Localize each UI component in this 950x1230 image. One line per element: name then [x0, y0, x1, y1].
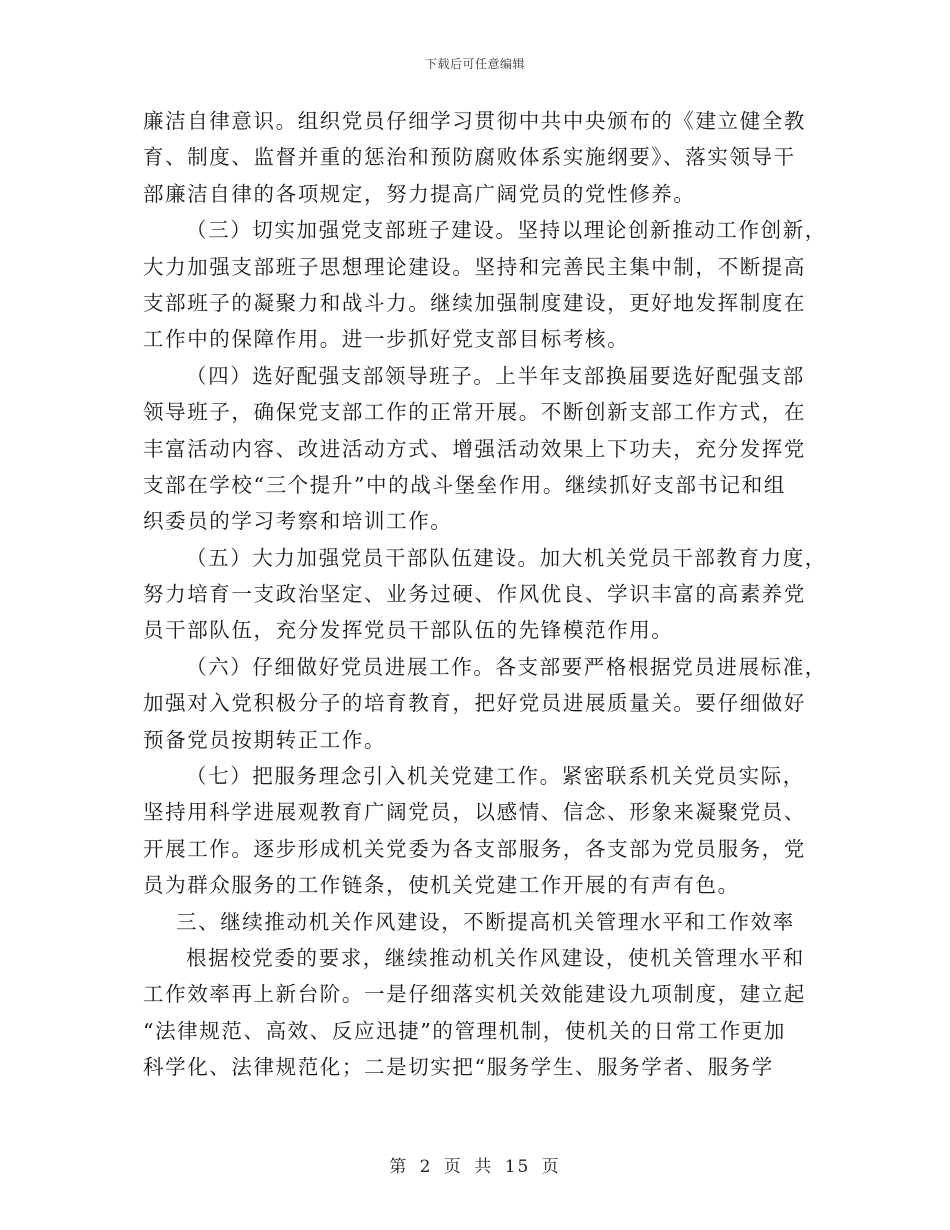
body-line: 支部在学校“三个提升”中的战斗堡垒作用。继续抓好支部书记和组: [143, 472, 786, 497]
body-line: 大力加强支部班子思想理论建设。坚持和完善民主集中制，不断提高: [143, 254, 806, 279]
body-line: （六）仔细做好党员进展工作。各支部要严格根据党员进展标准，: [186, 654, 827, 679]
document-body: [143, 103, 827, 1086]
body-line: 努力培育一支政治坚定、业务过硬、作风优良、学识丰富的高素养党: [143, 582, 806, 607]
body-line: 织委员的学习考察和培训工作。: [143, 509, 453, 534]
body-line: （四）选好配强支部领导班子。上半年支部换届要选好配强支部: [186, 363, 805, 388]
body-line: 员干部队伍，充分发挥党员干部队伍的先锋模范作用。: [143, 618, 674, 643]
body-line: 支部班子的凝聚力和战斗力。继续加强制度建设，更好地发挥制度在: [143, 290, 806, 315]
body-line: 根据校党委的要求，继续推动机关作风建设，使机关管理水平和: [186, 945, 805, 970]
body-line: 工作中的保障作用。进一步抓好党支部目标考核。: [143, 327, 630, 352]
body-line: 开展工作。逐步形成机关党委为各支部服务，各支部为党员服务，党: [143, 836, 806, 861]
body-line: 育、制度、监督并重的惩治和预防腐败体系实施纲要》、落实领导干: [143, 145, 796, 170]
section-heading: 三、继续推动机关作风建设，不断提高机关管理水平和工作效率: [176, 909, 795, 934]
body-line: 加强对入党积极分子的培育教育，把好党员进展质量关。要仔细做好: [143, 691, 806, 716]
body-line: 科学化、法律规范化；二是切实把“服务学生、服务学者、服务学: [143, 1055, 774, 1080]
page-header: 下载后可任意编辑: [424, 57, 525, 71]
body-line: （五）大力加强党员干部队伍建设。加大机关党员干部教育力度，: [186, 545, 827, 570]
body-line: 坚持用科学进展观教育广阔党员，以感情、信念、形象来凝聚党员、: [143, 800, 806, 825]
body-line: 丰富活动内容、改进活动方式、增强活动效果上下功夫，充分发挥党: [143, 436, 806, 461]
body-line: （三）切实加强党支部班子建设。坚持以理论创新推动工作创新，: [186, 218, 827, 243]
page-footer: 第 2 页 共 15 页: [389, 1157, 561, 1177]
body-line: 员为群众服务的工作链条，使机关党建工作开展的有声有色。: [143, 873, 740, 898]
body-line: 廉洁自律意识。组织党员仔细学习贯彻中共中央颁布的《建立健全教: [143, 109, 806, 133]
body-line: “法律规范、高效、反应迅捷”的管理机制，使机关的日常工作更加: [143, 1018, 786, 1043]
body-line: （七）把服务理念引入机关党建工作。紧密联系机关党员实际，: [186, 764, 805, 789]
body-line: 领导班子，确保党支部工作的正常开展。不断创新支部工作方式，在: [143, 400, 806, 425]
body-line: 部廉洁自律的各项规定，努力提高广阔党员的党性修养。: [143, 181, 696, 206]
body-line: 预备党员按期转正工作。: [143, 727, 387, 752]
body-line: 工作效率再上新台阶。一是仔细落实机关效能建设九项制度，建立起: [143, 982, 806, 1007]
